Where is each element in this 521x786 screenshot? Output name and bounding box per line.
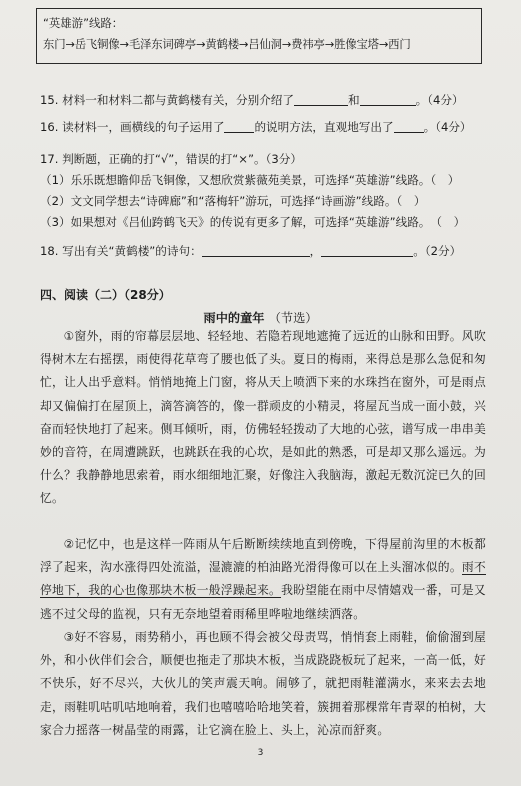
route-title: “英雄游”线路： [43,16,124,30]
section-title: 四、阅读（二）（28分） [40,288,171,302]
article-title-text: 雨中的童年 [203,311,265,325]
question-17-item-2: （2）文文同学想去“诗碑廊”和“落梅轩”游玩，可选择“诗画游”线路。（ ） [40,194,426,208]
route-box [36,8,482,64]
route-text: 东门→岳飞铜像→毛泽东词碑亭→黄鹤楼→吕仙洞→费祎亭→胜像宝塔→西门 [43,37,411,51]
q16-blank-2[interactable] [394,120,424,133]
question-18 [40,243,461,259]
q18-text-c: 。（2分） [413,244,462,258]
page-number: 3 [257,748,264,758]
q16-text-c: 。（4分） [423,120,472,134]
q18-blank-1[interactable] [202,244,310,257]
q15-text-a: 15. 材料一和材料二都与黄鹤楼有关，分别介绍了 [40,93,294,107]
question-15 [40,92,464,108]
article-title [0,309,521,326]
q15-text-c: 。（4分） [415,93,464,107]
q18-text-a: 18. 写出有关“黄鹤楼”的诗句： [40,244,202,258]
q18-blank-2[interactable] [321,244,413,257]
article-paragraph-3: ③好不容易，雨势稍小，再也顾不得会被父母责骂，悄悄套上雨鞋，偷偷溜到屋外，和小伙伴们会合，顺便也拖走了那块木板，当成跷跷板玩了起来，一高一低，好不快乐，好不尽兴，大伙儿的笑声震天响。闹够了，就把雨鞋灌满水，来来去去地走，雨鞋叽咕叽咕地响着，我们也嘻嘻哈哈地笑着，簇拥着那棵常年青翠的柏树，大家合力摇落一树晶莹的雨露，让它滴在脸上、头上，沁凉而舒爽。 [40,630,486,737]
q15-blank-2[interactable] [360,93,416,106]
q16-text-b: 的说明方法，直观地写出了 [254,120,394,134]
q15-text-b: 和 [348,93,360,107]
article-paragraph-2 [40,533,486,626]
q18-text-b: ， [309,244,322,258]
p2-underlined-sentence: 雨不停地下，我的心也像那块木板一般浮躁起来。 [40,560,486,598]
question-17-item-1: （1）乐乐既想瞻仰岳飞铜像，又想欣赏紫薇苑美景，可选择“英雄游”线路。（ ） [40,173,460,187]
question-16 [40,119,472,135]
article-subtitle: （节选） [268,311,318,325]
q16-text-a: 16. 读材料一，画横线的句子运用了 [40,120,225,134]
q15-blank-1[interactable] [294,93,348,106]
p2-after: 我盼望能在雨中尽情嬉戏一番，可是又逃不过父母的监视，只有无奈地望着雨稀里哗啦地继续洒落。 [40,583,486,621]
article-paragraph-1: ①窗外，雨的帘幕层层地、轻轻地、若隐若现地遮掩了远近的山脉和田野。风吹得树木左右摇摆，雨使得花草弯了腰也低了头。夏日的梅雨，来得总是那么急促和匆忙，让人出乎意料。悄悄地掩上门窗，将从天上喷洒下来的水珠挡在窗外，可是雨点却又偏偏打在屋顶上，滴答滴答的，像一群顽皮的小精灵，将屋瓦当成一面小鼓，兴奋而轻快地打了起来。侧耳倾听，雨，仿佛轻轻拨动了大地的心弦，谱写成一串串美妙的音符，在周遭跳跃，也跳跃在我的心坎，是如此的熟悉，可是却又那么遥远。为什么？我静静地思索着，雨水细细地汇聚，好像注入我脑海，激起无数沉淀已久的回忆。 [40,329,486,506]
question-17-stem: 17. 判断题，正确的打“√”，错误的打“×”。（3分） [40,152,302,166]
p2-before: ②记忆中，也是这样一阵雨从午后断断续续地直到傍晚，下得屋前沟里的木板都浮了起来，沟水涨得四处流溢，湿漉漉的柏油路光滑得像可以在上头溜冰似的。 [40,537,486,575]
question-17-item-3: （3）如果想对《吕仙跨鹤飞天》的传说有更多了解，可选择“英雄游”线路。 （ ） [40,215,466,229]
q16-blank-1[interactable] [224,120,254,133]
